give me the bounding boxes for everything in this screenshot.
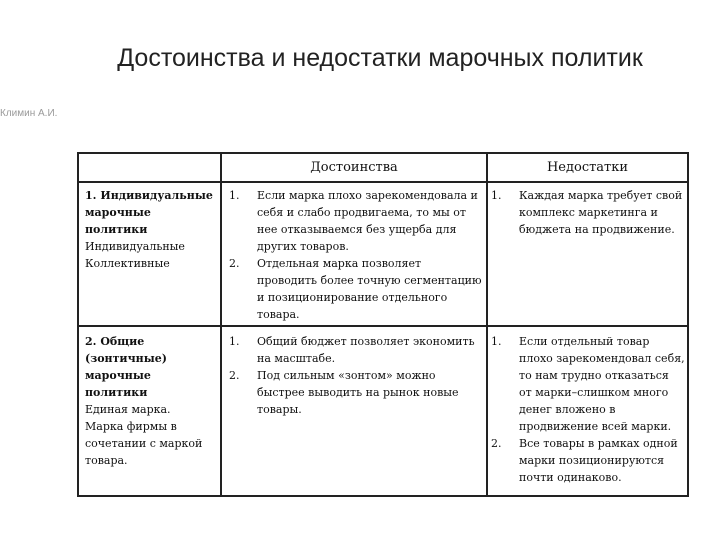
category-cell bbox=[85, 333, 217, 469]
list-item bbox=[229, 187, 483, 255]
advantages-list bbox=[229, 333, 483, 418]
column-divider bbox=[486, 327, 488, 495]
item-text: Каждая марка требует свой комплекс маркетинга и бюджета на продвижение. bbox=[519, 189, 683, 236]
category-subtype: Единая марка. bbox=[85, 403, 171, 416]
item-number: 1. bbox=[491, 189, 502, 202]
item-text: Если отдельный товар плохо зарекомендовал себя, то нам трудно отказаться от марки–слишком много денег вложено в продвижение всей марки. bbox=[519, 335, 685, 433]
list-item bbox=[229, 333, 483, 367]
list-item bbox=[491, 187, 685, 238]
category-title-line: марочные политики bbox=[85, 369, 151, 399]
list-item bbox=[229, 367, 483, 418]
column-divider bbox=[220, 327, 222, 495]
category-subtype: Индивидуальные bbox=[85, 240, 185, 253]
category-title-line: (зонтичные) bbox=[85, 352, 167, 365]
list-item bbox=[229, 255, 483, 323]
header-advantages: Достоинства bbox=[310, 160, 398, 175]
item-text: Отдельная марка позволяет проводить более точную сегментацию и позиционирование отдельного товара. bbox=[257, 257, 482, 321]
category-title-line: 2. Общие bbox=[85, 335, 145, 348]
item-number: 1. bbox=[229, 189, 240, 202]
column-divider bbox=[220, 181, 222, 325]
item-text: Все товары в рамках одной марки позиционируются почти одинаково. bbox=[519, 437, 678, 484]
item-number: 1. bbox=[491, 335, 502, 348]
category-title-line: 1. Индивидуальные bbox=[85, 189, 213, 202]
item-text: Общий бюджет позволяет экономить на масштабе. bbox=[257, 335, 475, 365]
brand-policy-table bbox=[77, 152, 689, 497]
item-text: Под сильным «зонтом» можно быстрее выводить на рынок новые товары. bbox=[257, 369, 459, 416]
advantages-list bbox=[229, 187, 483, 323]
category-title-line: марочные политики bbox=[85, 206, 151, 236]
column-divider bbox=[486, 181, 488, 325]
table-row bbox=[79, 327, 687, 495]
disadvantages-list bbox=[491, 187, 685, 238]
category-cell bbox=[85, 187, 217, 272]
item-number: 2. bbox=[229, 369, 240, 382]
item-number: 2. bbox=[491, 437, 502, 450]
category-subtype: Коллективные bbox=[85, 257, 170, 270]
author-name: Климин А.И. bbox=[0, 108, 58, 119]
list-item bbox=[491, 333, 685, 435]
table-row bbox=[79, 181, 687, 327]
page-title: Достоинства и недостатки марочных политик bbox=[117, 44, 643, 72]
item-number: 2. bbox=[229, 257, 240, 270]
list-item bbox=[491, 435, 685, 486]
disadvantages-list bbox=[491, 333, 685, 486]
table-header-row bbox=[79, 154, 687, 183]
category-subtype: Марка фирмы в сочетании с маркой товара. bbox=[85, 420, 203, 467]
item-number: 1. bbox=[229, 335, 240, 348]
header-disadvantages: Недостатки bbox=[546, 160, 629, 175]
item-text: Если марка плохо зарекомендовала и себя и слабо продвигаема, то мы от нее отказываемся без ущерба для других товаров. bbox=[257, 189, 478, 253]
